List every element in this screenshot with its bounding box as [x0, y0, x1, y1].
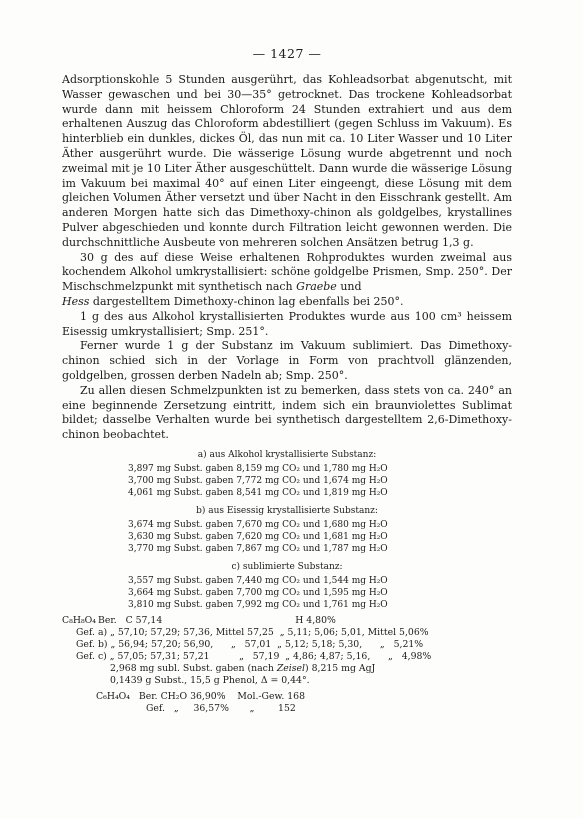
mol-calculated-values: Ber. CH₂O 36,90% Mol.-Gew. 168 — [138, 690, 305, 702]
paragraph-4 — [62, 339, 512, 383]
paragraph-5 — [62, 384, 512, 443]
measurement-section-c — [62, 561, 512, 611]
measurement-row: 3,700 mg Subst. gaben 7,772 mg CO₂ und 1,674 mg H₂O — [128, 475, 388, 486]
paragraph-1 — [62, 73, 512, 251]
measurement-rows — [62, 463, 512, 499]
zeisel-text-end: ) 8,215 mg AgJ — [305, 662, 376, 674]
found-row: Gef. a) „ 57,10; 57,29; 57,36, Mittel 57,25 „ 5,11; 5,06; 5,01, Mittel 5,06% — [76, 626, 429, 638]
page-number: — 1427 — — [252, 46, 322, 61]
molecular-formula: C₆H₄O₄ — [96, 690, 131, 702]
found-row: Gef. b) „ 56,94; 57,20; 56,90, „ 57,01 „ 5,12; 5,18; 5,30, „ 5,21% — [76, 638, 424, 650]
measurement-row: 3,897 mg Subst. gaben 8,159 mg CO₂ und 1,780 mg H₂O — [128, 463, 388, 474]
paragraph-text-start: 30 g des auf diese Weise erhaltenen Rohproduktes wurden zweimal aus kochendem Alkohol umkrystallisiert: schöne goldgelbe Prismen, Smp. 250°. Der Mischschmelzpunkt mit synthetisch nach — [62, 250, 512, 294]
author-name: Graebe — [296, 280, 337, 294]
paragraph-text: Zu allen diesen Schmelzpunkten ist zu bemerken, dass stets von ca. 240° an eine beginnende Zersetzung eintritt, indem sich ein braunviolettes Sublimat bildet; dasselbe Verhalten wurde bei synthetisch dargestelltem 2,6-Dimethoxy-chinon beobachtet. — [62, 383, 512, 442]
measurement-section-b — [62, 505, 512, 555]
mol-found-row: Gef. „ 36,57% „ 152 — [146, 702, 296, 714]
phenol-row: 0,1439 g Subst., 15,5 g Phenol, Δ = 0,44°. — [110, 674, 310, 686]
found-row: Gef. c) „ 57,05; 57,31; 57,21 „ 57,19 „ 4,86; 4,87; 5,16, „ 4,98% — [76, 650, 432, 662]
measurement-row: 3,557 mg Subst. gaben 7,440 mg CO₂ und 1,544 mg H₂O — [128, 575, 388, 586]
elemental-analysis — [62, 615, 512, 687]
molecular-weight-block — [62, 691, 512, 715]
zeisel-text-start: 2,968 mg subl. Subst. gaben (nach — [110, 662, 274, 674]
paragraph-text: Adsorptionskohle 5 Stunden ausgerührt, das Kohleadsorbat abgenutscht, mit Wasser gewaschen und bei 30—35° getrocknet. Das trockene Kohleadsorbat wurde dann mit heissem Chloroform 24 Stunden extrahiert und aus dem erhaltenen Auszug das Chloroform abdestilliert (gegen Schluss im Vakuum). Es hinterblieb ein dunkles, dickes Öl, das nun mit ca. 10 Liter Wasser und 10 Liter Äther ausgerührt wurde. Die wässerige Lösung wurde abgetrennt und noch zweimal mit je 10 Liter Äther ausgeschüttelt. Dann wurde die wässerige Lösung im Vakuum bei maximal 40° auf einen Liter eingeengt, diese Lösung mit dem gleichen Volumen Äther versetzt und über Nacht in den Eisschrank gestellt. Am anderen Morgen hatte sich das Dimethoxy-chinon als goldgelbes, krystallines Pulver abgeschieden und konnte durch Filtration leicht gewonnen werden. Die durchschnittliche Ausbeute von mehreren solchen Ansätzen betrug 1,3 g. — [62, 73, 512, 249]
conjunction: und — [340, 280, 362, 294]
calculated-row — [62, 615, 512, 627]
paragraph-2 — [62, 251, 512, 310]
page — [62, 46, 512, 715]
measurement-row: 3,810 mg Subst. gaben 7,992 mg CO₂ und 1,761 mg H₂O — [128, 599, 388, 610]
measurement-section-a — [62, 449, 512, 499]
molecular-formula: C₈H₈O₄ — [62, 614, 97, 626]
section-caption: a) aus Alkohol krystallisierte Substanz: — [197, 449, 377, 460]
measurement-row: 3,630 mg Subst. gaben 7,620 mg CO₂ und 1,681 mg H₂O — [128, 531, 388, 542]
paragraph-3 — [62, 310, 512, 340]
section-caption: b) aus Eisessig krystallisierte Substanz: — [196, 505, 378, 516]
measurement-row: 3,770 mg Subst. gaben 7,867 mg CO₂ und 1,787 mg H₂O — [128, 543, 388, 554]
calculated-values: Ber. C 57,14 H 4,80% — [98, 614, 336, 626]
measurement-rows — [62, 519, 512, 555]
measurement-row: 3,664 mg Subst. gaben 7,700 mg CO₂ und 1,595 mg H₂O — [128, 587, 388, 598]
paragraph-text — [62, 251, 512, 310]
paragraph-text-end: dargestelltem Dimethoxy-chinon lag ebenfalls bei 250°. — [92, 294, 404, 308]
paragraph-text: 1 g des aus Alkohol krystallisierten Produktes wurde aus 100 cm³ heissem Eisessig umkrystallisiert; Smp. 251°. — [62, 309, 512, 338]
section-caption: c) sublimierte Substanz: — [231, 561, 343, 572]
author-name: Hess — [62, 294, 90, 308]
measurement-row: 4,061 mg Subst. gaben 8,541 mg CO₂ und 1,819 mg H₂O — [128, 487, 388, 498]
author-name: Zeisel — [276, 662, 306, 674]
measurement-rows — [62, 575, 512, 611]
zeisel-row — [62, 663, 512, 675]
measurement-row: 3,674 mg Subst. gaben 7,670 mg CO₂ und 1,680 mg H₂O — [128, 519, 388, 530]
paragraph-text: Ferner wurde 1 g der Substanz im Vakuum sublimiert. Das Dimethoxy-chinon schied sich in der Vorlage in Form von prachtvoll glänzenden, goldgelben, grossen derben Nadeln ab; Smp. 250°. — [62, 339, 512, 382]
mol-calculated-row — [96, 691, 512, 703]
